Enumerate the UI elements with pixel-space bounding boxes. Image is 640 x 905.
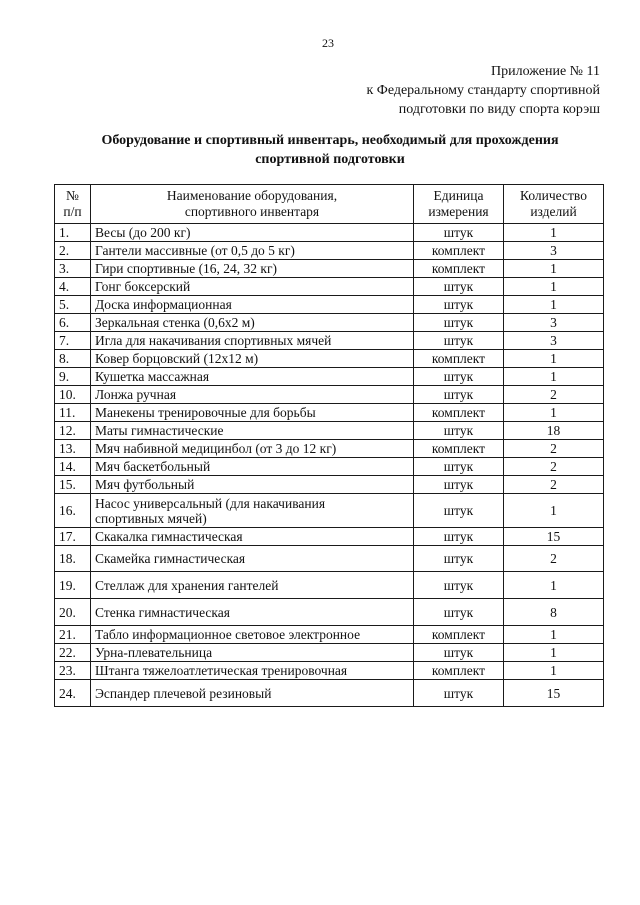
row-name bbox=[91, 494, 414, 528]
row-num: 11. bbox=[55, 404, 91, 422]
row-qty: 3 bbox=[504, 314, 604, 332]
row-num: 7. bbox=[55, 332, 91, 350]
table-row bbox=[55, 404, 604, 422]
row-name: Лонжа ручная bbox=[91, 386, 414, 404]
row-qty: 1 bbox=[504, 644, 604, 662]
title-line-2: спортивной подготовки bbox=[255, 152, 405, 167]
row-name: Мяч футбольный bbox=[91, 476, 414, 494]
header-qty-line-1: Количество bbox=[520, 188, 587, 203]
row-unit: комплект bbox=[414, 350, 504, 368]
table-row bbox=[55, 626, 604, 644]
row-qty: 1 bbox=[504, 260, 604, 278]
table-row bbox=[55, 680, 604, 707]
table-row bbox=[55, 368, 604, 386]
table-row bbox=[55, 422, 604, 440]
row-unit: штук bbox=[414, 314, 504, 332]
row-name: Гантели массивные (от 0,5 до 5 кг) bbox=[91, 242, 414, 260]
row-num: 2. bbox=[55, 242, 91, 260]
row-qty: 1 bbox=[504, 404, 604, 422]
row-name: Зеркальная стенка (0,6х2 м) bbox=[91, 314, 414, 332]
row-name: Мяч набивной медицинбол (от 3 до 12 кг) bbox=[91, 440, 414, 458]
table-row bbox=[55, 458, 604, 476]
row-unit: штук bbox=[414, 386, 504, 404]
row-qty: 3 bbox=[504, 332, 604, 350]
row-unit: штук bbox=[414, 296, 504, 314]
row-qty: 2 bbox=[504, 546, 604, 572]
row-unit: штук bbox=[414, 546, 504, 572]
appendix-line-2: к Федеральному стандарту спортивной bbox=[366, 83, 600, 98]
row-unit: комплект bbox=[414, 260, 504, 278]
table-row bbox=[55, 386, 604, 404]
row-unit: штук bbox=[414, 528, 504, 546]
row-num: 10. bbox=[55, 386, 91, 404]
row-num: 1. bbox=[55, 224, 91, 242]
header-name-line-2: спортивного инвентаря bbox=[184, 204, 320, 219]
header-unit bbox=[414, 185, 504, 224]
row-unit: штук bbox=[414, 572, 504, 599]
row-num: 4. bbox=[55, 278, 91, 296]
row-qty: 1 bbox=[504, 572, 604, 599]
row-qty: 18 bbox=[504, 422, 604, 440]
table-row bbox=[55, 476, 604, 494]
row-num: 18. bbox=[55, 546, 91, 572]
row-num: 8. bbox=[55, 350, 91, 368]
row-name: Весы (до 200 кг) bbox=[91, 224, 414, 242]
table-row bbox=[55, 528, 604, 546]
table-row bbox=[55, 572, 604, 599]
row-unit: штук bbox=[414, 476, 504, 494]
row-unit: штук bbox=[414, 224, 504, 242]
table-row bbox=[55, 662, 604, 680]
row-name: Маты гимнастические bbox=[91, 422, 414, 440]
row-name: Мяч баскетбольный bbox=[91, 458, 414, 476]
row-name: Манекены тренировочные для борьбы bbox=[91, 404, 414, 422]
row-num: 5. bbox=[55, 296, 91, 314]
row-num: 24. bbox=[55, 680, 91, 707]
row-name: Стеллаж для хранения гантелей bbox=[91, 572, 414, 599]
row-unit: штук bbox=[414, 332, 504, 350]
row-num: 15. bbox=[55, 476, 91, 494]
header-qty-line-2: изделий bbox=[530, 204, 577, 219]
table-row bbox=[55, 314, 604, 332]
row-num: 21. bbox=[55, 626, 91, 644]
row-name: Ковер борцовский (12х12 м) bbox=[91, 350, 414, 368]
row-qty: 1 bbox=[504, 296, 604, 314]
header-unit-line-2: измерения bbox=[428, 204, 489, 219]
row-name: Кушетка массажная bbox=[91, 368, 414, 386]
row-num: 3. bbox=[55, 260, 91, 278]
row-name: Эспандер плечевой резиновый bbox=[91, 680, 414, 707]
row-name: Доска информационная bbox=[91, 296, 414, 314]
row-name: Урна-плевательница bbox=[91, 644, 414, 662]
row-num: 23. bbox=[55, 662, 91, 680]
header-unit-line-1: Единица bbox=[433, 188, 484, 203]
row-unit: штук bbox=[414, 422, 504, 440]
row-qty: 8 bbox=[504, 599, 604, 626]
table-header-row bbox=[55, 185, 604, 224]
row-name: Табло информационное световое электронное bbox=[91, 626, 414, 644]
row-num: 12. bbox=[55, 422, 91, 440]
appendix-line-1: Приложение № 11 bbox=[491, 64, 600, 79]
row-qty: 15 bbox=[504, 528, 604, 546]
row-qty: 1 bbox=[504, 662, 604, 680]
header-qty bbox=[504, 185, 604, 224]
row-qty: 1 bbox=[504, 368, 604, 386]
header-name bbox=[91, 185, 414, 224]
table-row bbox=[55, 546, 604, 572]
row-qty: 15 bbox=[504, 680, 604, 707]
row-name: Штанга тяжелоатлетическая тренировочная bbox=[91, 662, 414, 680]
row-qty: 2 bbox=[504, 476, 604, 494]
row-name: Игла для накачивания спортивных мячей bbox=[91, 332, 414, 350]
row-num: 6. bbox=[55, 314, 91, 332]
table-row bbox=[55, 224, 604, 242]
table-row bbox=[55, 332, 604, 350]
table-row bbox=[55, 350, 604, 368]
row-qty: 1 bbox=[504, 494, 604, 528]
row-qty: 3 bbox=[504, 242, 604, 260]
row-name: Гири спортивные (16, 24, 32 кг) bbox=[91, 260, 414, 278]
row-name-line-1: Насос универсальный (для накачивания bbox=[95, 495, 326, 511]
row-qty: 2 bbox=[504, 458, 604, 476]
header-num-line-2: п/п bbox=[63, 204, 82, 219]
row-num: 19. bbox=[55, 572, 91, 599]
table-row bbox=[55, 494, 604, 528]
row-unit: комплект bbox=[414, 404, 504, 422]
header-num bbox=[55, 185, 91, 224]
row-qty: 2 bbox=[504, 386, 604, 404]
document-title bbox=[60, 131, 600, 169]
row-name: Гонг боксерский bbox=[91, 278, 414, 296]
equipment-table bbox=[54, 184, 604, 707]
appendix-reference bbox=[366, 62, 600, 119]
table-row bbox=[55, 599, 604, 626]
header-name-line-1: Наименование оборудования, bbox=[166, 188, 338, 203]
row-name-line-2: спортивных мячей) bbox=[95, 510, 207, 526]
page-number: 23 bbox=[322, 36, 334, 50]
row-name: Скамейка гимнастическая bbox=[91, 546, 414, 572]
row-qty: 1 bbox=[504, 626, 604, 644]
row-unit: комплект bbox=[414, 440, 504, 458]
row-name: Скакалка гимнастическая bbox=[91, 528, 414, 546]
row-num: 16. bbox=[55, 494, 91, 528]
row-qty: 1 bbox=[504, 350, 604, 368]
row-unit: штук bbox=[414, 458, 504, 476]
row-unit: комплект bbox=[414, 242, 504, 260]
row-unit: штук bbox=[414, 599, 504, 626]
row-num: 22. bbox=[55, 644, 91, 662]
table-row bbox=[55, 296, 604, 314]
row-unit: штук bbox=[414, 680, 504, 707]
row-num: 13. bbox=[55, 440, 91, 458]
row-num: 14. bbox=[55, 458, 91, 476]
row-qty: 2 bbox=[504, 440, 604, 458]
row-qty: 1 bbox=[504, 278, 604, 296]
row-num: 17. bbox=[55, 528, 91, 546]
row-unit: комплект bbox=[414, 626, 504, 644]
table-row bbox=[55, 260, 604, 278]
table-row bbox=[55, 644, 604, 662]
header-num-line-1: № bbox=[66, 188, 79, 203]
table-row bbox=[55, 278, 604, 296]
table-row bbox=[55, 242, 604, 260]
table-row bbox=[55, 440, 604, 458]
row-num: 9. bbox=[55, 368, 91, 386]
row-unit: штук bbox=[414, 278, 504, 296]
row-unit: штук bbox=[414, 494, 504, 528]
title-line-1: Оборудование и спортивный инвентарь, необходимый для прохождения bbox=[101, 133, 559, 148]
appendix-line-3: подготовки по виду спорта корэш bbox=[398, 102, 600, 117]
row-num: 20. bbox=[55, 599, 91, 626]
row-name: Стенка гимнастическая bbox=[91, 599, 414, 626]
row-qty: 1 bbox=[504, 224, 604, 242]
row-unit: штук bbox=[414, 368, 504, 386]
row-unit: штук bbox=[414, 644, 504, 662]
row-unit: комплект bbox=[414, 662, 504, 680]
